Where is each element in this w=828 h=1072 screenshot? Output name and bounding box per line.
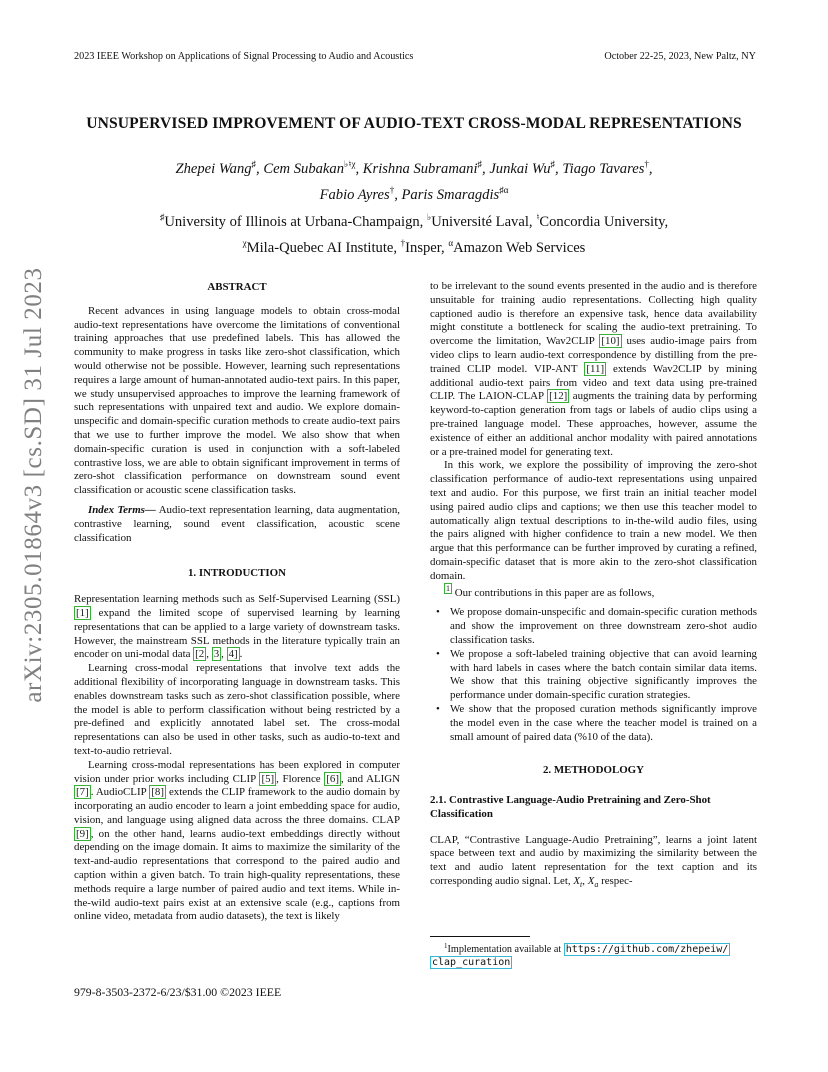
body-paragraph: $^1$ Our contributions in this paper are as follows, — [446, 583, 655, 599]
author: Cem Subakan — [263, 161, 345, 177]
citation-link[interactable]: [6] — [326, 772, 339, 785]
abstract-heading: ABSTRACT — [207, 281, 267, 293]
citation-link[interactable]: 3 — [213, 648, 220, 661]
affiliation: Concordia University, — [539, 214, 669, 230]
running-header-left: 2023 IEEE Workshop on Applications of Signal Processing to Audio and Acoustics — [74, 51, 414, 62]
list-item: • We propose domain-unspecific and domain-specific curation methods and show the improvement on three downstream zero-shot audio classification tasks. — [450, 606, 757, 647]
repository-link[interactable]: clap_curation — [432, 957, 511, 968]
copyright-footer: 979-8-3503-2372-6/23/$31.00 ©2023 IEEE — [74, 985, 282, 999]
author: Junkai Wu — [489, 161, 551, 177]
arxiv-id: arXiv:2305.01864v3 [cs.SD] 31 Jul 2023 — [20, 267, 47, 703]
intro-paragraph: Representation learning methods such as Self-Supervised Learning (SSL) [1] expand the limited scope of supervised learning by learning representations that can be applied to a large variety of downstream tasks. However, the mainstream SSL methods in the literature typically train an encoder on uni-modal data [2 , 3 , 4] . — [74, 593, 400, 661]
footnote-rule — [430, 936, 530, 937]
repository-link[interactable]: https://github.com/zhepeiw/ — [565, 944, 729, 955]
author: Paris Smaragdis — [401, 187, 500, 203]
affiliation: Université Laval, — [431, 214, 537, 230]
affiliations: ♯University of Illinois at Urbana-Champaign, ♭Université Laval, ♮Concordia University, $^\chi$Mila-Quebec AI Institute, †Insper, $^\alpha$Amazon Web Services — [159, 212, 669, 256]
intro-paragraph: Learning cross-modal representations has been explored in computer vision under prior works including CLIP [5] , Florence [6] , and ALIGN [7] . AudioCLIP [8] extends the CLIP framework to the audio domain by incorporating an audio encoder to learn a joint embedding space for audio, vision, and language using aligned data across the three domains. CLAP [9] , on the other hand, learns audio-text embeddings directly without depending on the image domain. It aims to maximize the similarity of the text-and-audio representations that correspond to the paired audio and caption within a given batch. To train high-quality representations, these methods require a large number of paired audio and text items. While in-the-wild audio-text pairs exist at an extensive scale (e.g., captions from online video, metadata from audio datasets), the text is likely — [74, 758, 400, 923]
left-column — [74, 281, 400, 924]
subsection-heading: 2.1. Contrastive Language-Audio Pretraining and Zero-Shot Classification — [430, 794, 711, 820]
citation-link[interactable]: 4] — [228, 648, 238, 661]
right-column — [430, 280, 757, 892]
citation-link[interactable]: [7] — [76, 786, 89, 799]
citation-link[interactable]: [8] — [151, 786, 164, 799]
author: Krishna Subramani — [362, 161, 478, 177]
author: Tiago Tavares — [562, 161, 645, 177]
citation-link[interactable]: [5] — [261, 772, 275, 785]
affiliation: Insper, — [405, 240, 449, 256]
footnote-link[interactable]: 1 — [446, 583, 450, 593]
citation-link[interactable]: [2 — [195, 648, 205, 661]
arxiv-stamp — [18, 267, 50, 703]
affiliation: University of Illinois at Urbana-Champaign, — [164, 214, 427, 230]
abstract-body: Recent advances in using language models to obtain cross-modal audio-text representations have overcome the limitations of conventional training approaches that use predefined labels. This has allowed the community to make progress in tasks like zero-shot classification, which would otherwise not be possible. However, learning such representations requires a large amount of human-annotated audio-text pairs. In this paper, we study unsupervised approaches to improve the learning framework of such representations with unpaired text and audio. We explore domain-unspecific and domain-specific curation methods to create audio-text pairs that we use to further improve the model. We also show that when domain-specific curation is used in conjunction with a soft-labeled contrastive loss, we are able to obtain significant improvement in terms of zero-shot classification performance on downstream sound event classification or acoustic scene classification tasks. — [74, 304, 400, 497]
citation-link[interactable]: [9] — [76, 827, 89, 840]
body-paragraph: CLAP, “Contrastive Language-Audio Pretraining”, learns a joint latent space between text and audio by maximizing the similarity between the text and audio latent representation for the text caption and its corresponding audio signal. Let, $X_t$, $X_a$ respec- — [430, 833, 757, 890]
body-paragraph: to be irrelevant to the sound events presented in the audio and is therefore unsuitable for training audio representations. Collecting high quality captioned audio is therefore an expensive task, hence data availability might constitute a bottleneck for scaling the audio-text pretraining. To overcome the limitation, Wav2CLIP [10] uses audio-image pairs from video clips to learn audio-text correspondence by distilling from the pre-trained CLIP model. VIP-ANT [11] extends Wav2CLIP by mining additional audio-text pairs from video and text data using pre-trained CLIP. The LAION-CLAP [12] augments the training data by performing keyword-to-caption generation from tags or labels of audio clips using a pre-trained language model. These approaches, however, assume the existence of either an additional anchor modality with paired annotations or a pre-trained model for generating text. — [430, 280, 757, 458]
affiliation: Mila-Quebec AI Institute, — [246, 240, 401, 256]
paper-title: UNSUPERVISED IMPROVEMENT OF AUDIO-TEXT CROSS-MODAL REPRESENTATIONS — [86, 115, 742, 132]
section-heading-methodology: 2. METHODOLOGY — [542, 764, 645, 777]
list-item: • We propose a soft-labeled training objective that can avoid learning with hard labels in cases where the batch contain similar data items. We show that this training objective significantly improves the performance under domain-specific curation strategies. — [450, 648, 757, 703]
author: Fabio Ayres — [319, 187, 390, 203]
running-header-right: October 22-25, 2023, New Paltz, NY — [604, 51, 756, 62]
citation-link[interactable]: [10] — [601, 335, 620, 348]
index-terms: Index Terms— Audio-text representation learning, data augmentation, contrastive learning, sound event classification, acoustic scene classification — [74, 503, 400, 544]
author-list: Zhepei Wang♯, Cem Subakan$^{♭♮\chi}$, Krishna Subramani♯, Junkai Wu♯, Tiago Tavares†, Fabio Ayres†, Paris Smaragdis$^{♯\alpha}$ — [175, 159, 653, 203]
citation-link[interactable]: [1] — [76, 606, 89, 619]
author: Zhepei Wang — [175, 161, 252, 177]
body-paragraph: In this work, we explore the possibility of improving the zero-shot classification performance of audio-text representations using unpaired text and audio. For this purpose, we first train an initial teacher model using paired audio clips and captions; we then use this teacher model to automatically align textual descriptions to in-the-wild audio files, using the pairs aligned with higher confidence to train a new model. We then argue that this performance can be further improved by curating a refined, domain-specific dataset that is more akin to the zero-shot classification domain. — [430, 459, 757, 582]
citation-link[interactable]: [11] — [586, 362, 605, 375]
affiliation: Amazon Web Services — [453, 240, 586, 256]
intro-paragraph: Learning cross-modal representations that involve text adds the additional flexibility of incorporating language in downstream tasks. This enables downstream tasks such as zero-shot classification possible, where the model is able to perform classification without being restricted by a pre-defined and explicitly annotated label set. The cross-modal representations can also be used in other tasks, such as audio-to-text and text-to-audio retrieval. — [74, 662, 400, 757]
footnote: $^1$Implementation available at https://github.com/zhepeiw/ clap_curation — [432, 942, 729, 968]
contribution-list — [430, 606, 757, 744]
list-item: • We show that the proposed curation methods significantly improve the model even in the case where the teacher model is trained on a small amount of paired data (%10 of the data). — [450, 703, 757, 744]
citation-link[interactable]: [12] — [549, 390, 568, 403]
section-heading-introduction: 1. INTRODUCTION — [187, 567, 287, 580]
